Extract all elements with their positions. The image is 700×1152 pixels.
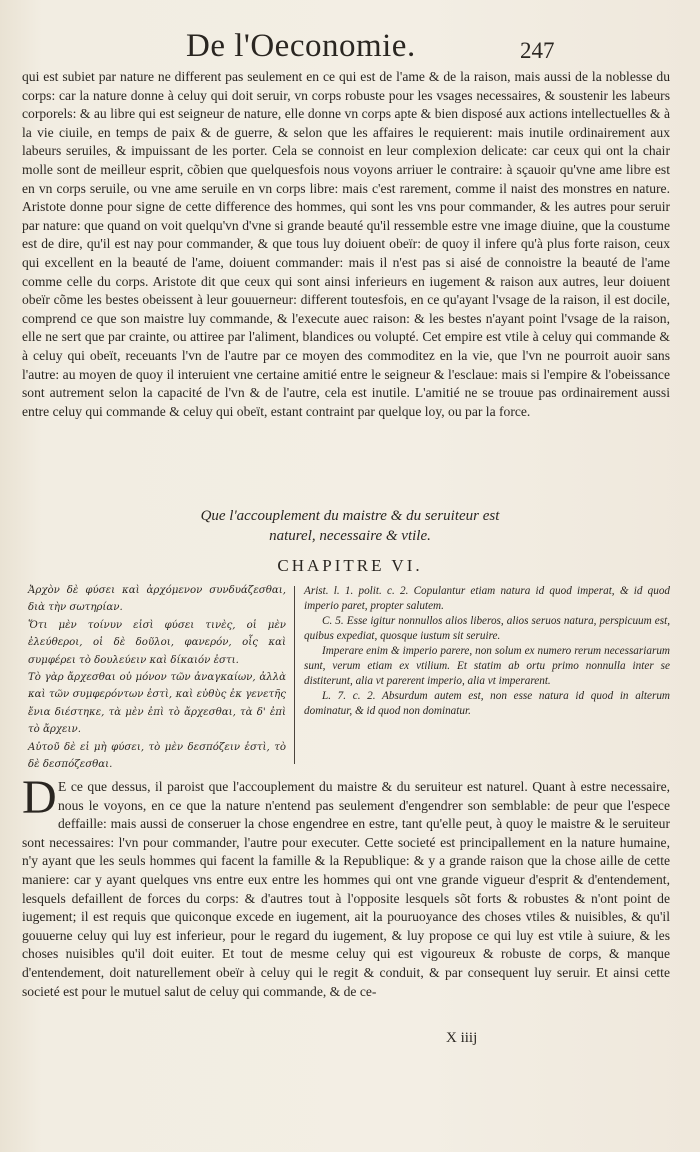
note-reference: Arist. l. 1. polit. c. 2.	[304, 585, 409, 597]
section-heading	[40, 506, 660, 546]
section-heading-line-2: naturel, necessaire & vtile.	[269, 528, 431, 544]
chapter-title: CHAPITRE VI.	[277, 556, 423, 575]
drop-cap: D	[22, 771, 57, 824]
running-title: De l'Oeconomie.	[186, 28, 416, 64]
greek-quote-3: Τὸ γὰρ ἄρχεσθαι οὐ μόνον τῶν ἀναγκαίων, ἀλλὰ καὶ τῶν συμφερόντων ἐστὶ, καὶ εὐθὺς ἐκ γενετῆς ἔνια διέστηκε, τὰ μὲν ἐπὶ τὸ ἄρχεσθαι, τὰ δ' ἐπὶ τὸ ἄρχειν.	[28, 672, 286, 736]
note-text: Absurdum autem est, non esse natura id quod in alterum dominatur, & id quod non dominatur.	[304, 690, 670, 717]
greek-quote-4: Αὐτοῦ δὲ εἰ μὴ φύσει, τὸ μὲν δεσπόζειν ἐστὶ, τὸ δὲ δεσπόζεσθαι.	[28, 741, 286, 771]
note-text: Copulantur etiam natura id quod imperat, & id quod imperio paret, propter salutem.	[304, 585, 671, 612]
latin-note-4	[304, 689, 670, 718]
page-number: 247	[520, 38, 555, 63]
latin-note-1	[304, 584, 670, 613]
greek-quotation-column	[28, 582, 286, 773]
body-paragraph-1: qui est subiet par nature ne different pas seulement en ce qui est de l'ame & de la raison, mais aussi de la noblesse du corps: car la nature donne à celuy qui doit seruir, vn corps robuste pour les vsages necessaires, & soustenir les labeurs corporels: & au libre qui est seigneur de nature, elle donne vn corps apte & bien disposé aux actions intellectuelles & à la vie ciuile, en temps de paix & de guerre, & selon que les affaires le requierent: mais inutile ordinairement aux labeurs seruiles, & impuissant de les porter. Cela se connoist en leur complexion delicate: car ceux qui ont la chair molle sont de meilleur esprit, cõbien que quelquesfois nous voyons arriuer le contraire: à sçauoir qu'vne ame libre est en vn corps seruile, ou vne ame seruile en vn corps libre: mais c'est rarement, comme il naist des monstres en nature. Aristote donne pour signe de cette difference des hommes, qui sont les vns pour commander, & les autres pour seruir par nature: que quand on voit quelqu'vn d'vne si grande beauté qu'il ressemble estre vne image diuine, que la coustume est de dire, qu'il est nay pour commander, & que tous luy doiuent obeïr: de quoy il infere qu'à plus forte raison, ceux qui excellent en la beauté de l'ame, doiuent commander: mais il n'est pas si aisé de connoistre la beauté de l'ame comme celle du corps. Aristote dit que ceux qui sont ainsi inferieurs en iugement & raison aux autres, leur doiuent obeïr cõme les bestes obeissent à leur gouuerneur: different toutesfois, en ce qu'ayant l'vsage de la raison, il est docile, comprend ce que son maistre luy commande, & l'execute auec raison: & les bestes n'ayant point l'vsage de la raison, elle ne sert que par crainte, ou attiree par l'aliment, blandices ou volupté. Cet empire est vtile à celuy qui commande & à celuy qui obeït, receuants l'vn de l'autre par ce moyen des commoditez en la vie, que l'vn ne pourroit auoir sans l'autre: au moyen de quoy il interuient vne certaine amitié entre le seigneur & l'esclaue: mais si l'empire & l'obeissance sont autrement selon la capacité de l'vn & de l'autre, cela est inutile. L'amitié ne se trouue pas ordinairement aussi entre celuy qui commande & celuy qui obeït, estant contraint par quelque loy, ou par la force.	[22, 69, 670, 419]
latin-note-2	[304, 614, 670, 643]
page-header	[0, 24, 700, 74]
note-reference: C. 5.	[322, 615, 344, 628]
column-divider	[294, 586, 295, 764]
greek-quote-2: Ὅτι μὲν τοίνυν εἰσὶ φύσει τινὲς, οἱ μὲν ἐλεύθεροι, οἱ δὲ δοῦλοι, φανερόν, οἷς καὶ συμφέρει τὸ δουλεύειν καὶ δίκαιόν ἐστι.	[28, 619, 286, 666]
body-paragraph-2-text: E ce que dessus, il paroist que l'accouplement du maistre & du seruiteur est naturel. Quant à estre necessaire, nous le voyons, en ce que la nature n'entend pas seulement d'engendrer son semblable: de peur que l'espece deffaille: mais aussi de conseruer la chose engendree en estre, tant qu'elle peut, à quoy le maistre & le seruiteur sont necessaires: l'vn pour commander, l'autre pour executer. Cette societé est principallement en la nature humaine, n'y ayant que les seuls hommes qui facent la famille & la Republique: & y a grande raison que la chose aille de cette maniere: car y ayant quelques vns entre eux entre les hommes qui ont vne grande vigueur d'esprit & d'entendement, lesquels defaillent de forces du corps: & d'autres tout à l'opposite lesquels sõt forts & robustes & n'ont point de iugement; il est requis que quiconque excede en iugement, ait la pouruoyance des choses vtiles & nuisibles, & qu'il gouuerne celuy qui luy est inferieur, pour le regard du iugement, & luy propose ce qui luy est vtile à suiure, & les choses nuisibles qu'il doit euiter. Et tout de mesme celuy qui est vigoureux & robuste de corps, & manque d'entendement, doit naturellement obeïr à celuy qui le regit & conduit, & par consequent luy seruir. Et ainsi cette societé est pour le mutuel salut de celuy qui commande, & de ce-	[22, 779, 670, 999]
latin-note-3: Imperare enim & imperio parere, non solum ex numero rerum necessariarum sunt, verum etiam ex vtilium. Et statim ab ortu primo nonnulla inter se distiterunt, alia vt parerent imperio, alia vt imperarent.	[304, 645, 670, 687]
note-reference: L. 7. c. 2.	[322, 690, 376, 703]
greek-quote-1: Ἀρχὸν δὲ φύσει καὶ ἀρχόμενον συνδυάζεσθαι, διὰ τὴν σωτηρίαν.	[28, 585, 286, 614]
section-heading-line-1: Que l'accouplement du maistre & du seruiteur est	[200, 508, 500, 524]
signature-mark: X iiij	[446, 1030, 478, 1046]
note-text: Esse igitur nonnullos alios liberos, alios seruos natura, perspicuum est, quibus expediat, quosque iustum sit seruire.	[304, 615, 670, 642]
body-paragraph-2	[22, 771, 670, 1001]
latin-notes-column	[304, 584, 670, 719]
